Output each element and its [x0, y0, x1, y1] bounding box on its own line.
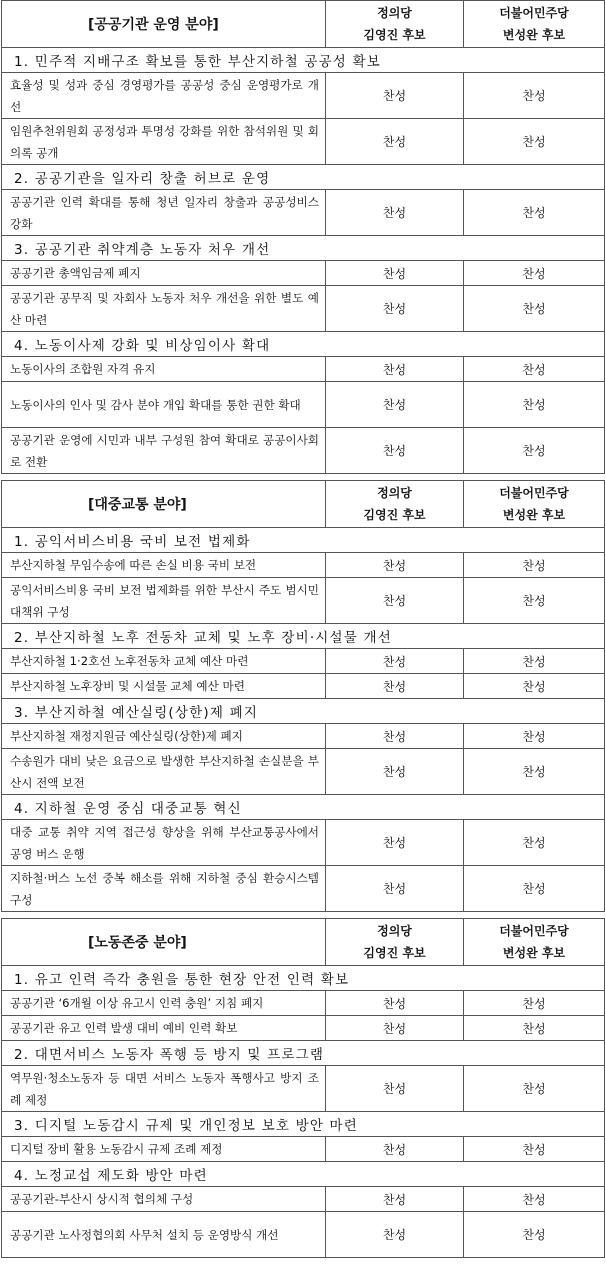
category-heading: 4. 노동이사제 강화 및 비상임이사 확대	[2, 332, 605, 357]
policy-text: 대중 교통 취약 지역 접근성 향상을 위해 부산교통공사에서 공영 버스 운행	[2, 820, 326, 866]
vote-candidate-1: 찬성	[326, 866, 464, 912]
policy-row	[2, 553, 605, 578]
category-row	[2, 795, 605, 820]
category-heading: 1. 유고 인력 즉각 충원을 통한 현장 안전 인력 확보	[2, 966, 605, 991]
candidate-header-1	[326, 481, 464, 528]
policy-row	[2, 286, 605, 332]
section-header-row	[2, 919, 605, 966]
vote-candidate-2: 찬성	[464, 382, 605, 428]
policy-row	[2, 724, 605, 749]
section-table	[1, 0, 605, 474]
vote-candidate-1: 찬성	[326, 261, 464, 286]
category-heading: 2. 부산지하철 노후 전동차 교체 및 노후 장비·시설물 개선	[2, 624, 605, 649]
vote-candidate-1: 찬성	[326, 1212, 464, 1258]
candidate-name: 변성완 후보	[502, 946, 566, 960]
vote-candidate-1: 찬성	[326, 553, 464, 578]
category-heading: 3. 공공기관 취약계층 노동자 처우 개선	[2, 236, 605, 261]
policy-text: 공공기관 유고 인력 발생 대비 예비 인력 확보	[2, 1016, 326, 1041]
category-heading: 3. 부산지하철 예산실링(상한)제 폐지	[2, 699, 605, 724]
section-header-row	[2, 1, 605, 48]
vote-candidate-2: 찬성	[464, 1212, 605, 1258]
vote-candidate-1: 찬성	[326, 1016, 464, 1041]
vote-candidate-1: 찬성	[326, 991, 464, 1016]
vote-candidate-2: 찬성	[464, 749, 605, 795]
section-table	[1, 480, 605, 912]
party-name: 정의당	[377, 924, 412, 938]
policy-row	[2, 820, 605, 866]
policy-text: 부산지하철 재정지원금 예산실링(상한)제 폐지	[2, 724, 326, 749]
candidate-header-2	[464, 481, 605, 528]
category-heading: 2. 대면서비스 노동자 폭행 등 방지 및 프로그램	[2, 1041, 605, 1066]
party-name: 더불어민주당	[499, 486, 569, 500]
vote-candidate-1: 찬성	[326, 190, 464, 236]
policy-row	[2, 578, 605, 624]
category-row	[2, 1041, 605, 1066]
candidate-header-1	[326, 1, 464, 48]
candidate-name: 김영진 후보	[363, 508, 426, 522]
vote-candidate-1: 찬성	[326, 382, 464, 428]
category-heading: 2. 공공기관을 일자리 창출 허브로 운영	[2, 165, 605, 190]
policy-text: 노동이사의 인사 및 감사 분야 개입 확대를 통한 권한 확대	[2, 382, 326, 428]
policy-row	[2, 261, 605, 286]
policy-row	[2, 1016, 605, 1041]
category-heading: 1. 민주적 지배구조 확보를 통한 부산지하철 공공성 확보	[2, 48, 605, 73]
category-row	[2, 1162, 605, 1187]
category-row	[2, 966, 605, 991]
policy-text: 디지털 장비 활용 노동감시 규제 조례 제정	[2, 1137, 326, 1162]
vote-candidate-2: 찬성	[464, 428, 605, 474]
policy-text: 공공기관 총액임금제 폐지	[2, 261, 326, 286]
vote-candidate-2: 찬성	[464, 357, 605, 382]
category-row	[2, 236, 605, 261]
candidate-name: 변성완 후보	[502, 508, 566, 522]
section-title: [공공기관 운영 분야]	[2, 1, 326, 48]
candidate-name: 김영진 후보	[363, 28, 426, 42]
vote-candidate-2: 찬성	[464, 724, 605, 749]
policy-text: 공공기관 공무직 및 자회사 노동자 처우 개선을 위한 별도 예산 마련	[2, 286, 326, 332]
party-name: 더불어민주당	[499, 924, 569, 938]
policy-text: 공공기관 ‘6개월 이상 유고시 인력 충원’ 지침 폐지	[2, 991, 326, 1016]
party-name: 정의당	[377, 486, 412, 500]
policy-text: 노동이사의 조합원 자격 유지	[2, 357, 326, 382]
policy-text: 공익서비스비용 국비 보전 법제화를 위한 부산시 주도 범시민대책위 구성	[2, 578, 326, 624]
vote-candidate-2: 찬성	[464, 1066, 605, 1112]
candidate-name: 변성완 후보	[502, 28, 566, 42]
category-row	[2, 528, 605, 553]
vote-candidate-2: 찬성	[464, 286, 605, 332]
category-row	[2, 1112, 605, 1137]
policy-row	[2, 73, 605, 119]
vote-candidate-1: 찬성	[326, 119, 464, 165]
vote-candidate-1: 찬성	[326, 73, 464, 119]
vote-candidate-1: 찬성	[326, 578, 464, 624]
policy-text: 역무원·청소노동자 등 대면 서비스 노동자 폭행사고 방지 조례 제정	[2, 1066, 326, 1112]
vote-candidate-1: 찬성	[326, 724, 464, 749]
candidate-header-2	[464, 919, 605, 966]
policy-text: 효율성 및 성과 중심 경영평가를 공공성 중심 운영평가로 개선	[2, 73, 326, 119]
policy-text: 부산지하철 노후장비 및 시설물 교체 예산 마련	[2, 674, 326, 699]
vote-candidate-1: 찬성	[326, 649, 464, 674]
vote-candidate-2: 찬성	[464, 578, 605, 624]
vote-candidate-1: 찬성	[326, 286, 464, 332]
policy-row	[2, 649, 605, 674]
section-header-row	[2, 481, 605, 528]
vote-candidate-2: 찬성	[464, 1187, 605, 1212]
vote-candidate-2: 찬성	[464, 991, 605, 1016]
policy-row	[2, 1137, 605, 1162]
section-table	[1, 918, 605, 1258]
vote-candidate-2: 찬성	[464, 866, 605, 912]
policy-row	[2, 119, 605, 165]
category-heading: 1. 공익서비스비용 국비 보전 법제화	[2, 528, 605, 553]
policy-row	[2, 1187, 605, 1212]
vote-candidate-1: 찬성	[326, 357, 464, 382]
policy-text: 부산지하철 1·2호선 노후전동차 교체 예산 마련	[2, 649, 326, 674]
category-row	[2, 332, 605, 357]
section-title: [노동존중 분야]	[2, 919, 326, 966]
policy-row	[2, 190, 605, 236]
vote-candidate-2: 찬성	[464, 1016, 605, 1041]
vote-candidate-1: 찬성	[326, 1187, 464, 1212]
vote-candidate-2: 찬성	[464, 1137, 605, 1162]
vote-candidate-2: 찬성	[464, 261, 605, 286]
policy-text: 수송원가 대비 낮은 요금으로 발생한 부산지하철 손실분을 부산시 전액 보전	[2, 749, 326, 795]
policy-row	[2, 428, 605, 474]
policy-row	[2, 382, 605, 428]
policy-text: 공공기관 노사정협의회 사무처 설치 등 운영방식 개선	[2, 1212, 326, 1258]
vote-candidate-2: 찬성	[464, 190, 605, 236]
section-title: [대중교통 분야]	[2, 481, 326, 528]
category-row	[2, 624, 605, 649]
party-name: 정의당	[377, 6, 412, 20]
vote-candidate-1: 찬성	[326, 674, 464, 699]
policy-row	[2, 749, 605, 795]
vote-candidate-1: 찬성	[326, 749, 464, 795]
vote-candidate-2: 찬성	[464, 119, 605, 165]
category-heading: 3. 디지털 노동감시 규제 및 개인정보 보호 방안 마련	[2, 1112, 605, 1137]
category-row	[2, 165, 605, 190]
policy-text: 공공기관-부산시 상시적 협의체 구성	[2, 1187, 326, 1212]
candidate-header-1	[326, 919, 464, 966]
party-name: 더불어민주당	[499, 6, 569, 20]
category-row	[2, 48, 605, 73]
candidate-header-2	[464, 1, 605, 48]
policy-row	[2, 357, 605, 382]
vote-candidate-1: 찬성	[326, 1066, 464, 1112]
policy-row	[2, 674, 605, 699]
vote-candidate-2: 찬성	[464, 649, 605, 674]
candidate-name: 김영진 후보	[363, 946, 426, 960]
policy-text: 부산지하철 무임수송에 따른 손실 비용 국비 보전	[2, 553, 326, 578]
category-heading: 4. 노정교섭 제도화 방안 마련	[2, 1162, 605, 1187]
policy-row	[2, 1212, 605, 1258]
vote-candidate-2: 찬성	[464, 553, 605, 578]
vote-candidate-2: 찬성	[464, 674, 605, 699]
policy-row	[2, 1066, 605, 1112]
policy-text: 공공기관 인력 확대를 통해 청년 일자리 창출과 공공성비스 강화	[2, 190, 326, 236]
category-heading: 4. 지하철 운영 중심 대중교통 혁신	[2, 795, 605, 820]
policy-text: 임원추천위원회 공정성과 투명성 강화를 위한 참석위원 및 회의록 공개	[2, 119, 326, 165]
category-row	[2, 699, 605, 724]
policy-text: 지하철·버스 노선 중복 해소를 위해 지하철 중심 환승시스템 구성	[2, 866, 326, 912]
vote-candidate-1: 찬성	[326, 820, 464, 866]
vote-candidate-2: 찬성	[464, 820, 605, 866]
policy-text: 공공기관 운영에 시민과 내부 구성원 참여 확대로 공공이사회로 전환	[2, 428, 326, 474]
vote-candidate-2: 찬성	[464, 73, 605, 119]
policy-row	[2, 866, 605, 912]
vote-candidate-1: 찬성	[326, 428, 464, 474]
vote-candidate-1: 찬성	[326, 1137, 464, 1162]
policy-row	[2, 991, 605, 1016]
